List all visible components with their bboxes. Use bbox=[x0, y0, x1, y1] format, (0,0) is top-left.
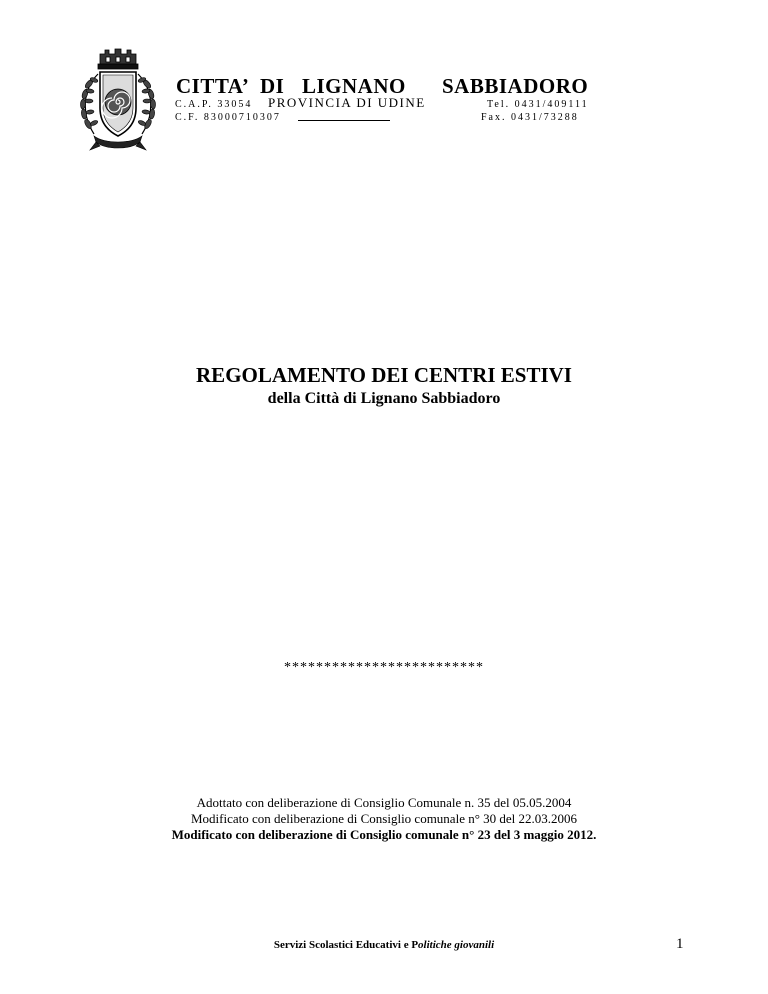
header-cf: C.F. 83000710307 bbox=[175, 112, 281, 123]
footer-text-italic: olitiche giovanili bbox=[418, 939, 495, 951]
ribbon-icon bbox=[90, 136, 146, 150]
city-crest-emblem bbox=[76, 44, 160, 156]
shield-icon bbox=[100, 72, 136, 136]
header-of-word: DI bbox=[260, 74, 285, 98]
crown-icon bbox=[98, 49, 138, 69]
document-subtitle: della Città di Lignano Sabbiadoro bbox=[267, 390, 501, 407]
page-number: 1 bbox=[676, 936, 684, 952]
footer-text: Servizi Scolastici Educativi e P bbox=[273, 939, 419, 951]
page-footer bbox=[0, 939, 768, 951]
header-fax: Fax. 0431/73288 bbox=[481, 112, 579, 123]
modification-line-2012: Modificato con deliberazione di Consiglio comunale n° 23 del 3 maggio 2012. bbox=[171, 827, 597, 842]
header-sabbiadoro: SABBIADORO bbox=[442, 74, 589, 98]
header-city-word: CITTA’ bbox=[176, 74, 250, 98]
laurel-left-icon bbox=[80, 74, 98, 134]
header-lignano: LIGNANO bbox=[302, 74, 406, 98]
modification-line-2006: Modificato con deliberazione di Consiglio comunale n° 30 del 22.03.2006 bbox=[190, 811, 578, 826]
header-divider bbox=[298, 120, 390, 121]
asterisk-separator: ************************* bbox=[284, 660, 484, 675]
header-tel: Tel. 0431/409111 bbox=[487, 99, 589, 110]
document-title: REGOLAMENTO DEI CENTRI ESTIVI bbox=[196, 363, 572, 387]
header-provincia: PROVINCIA DI UDINE bbox=[268, 95, 426, 110]
oak-right-icon bbox=[138, 74, 156, 134]
adoption-line: Adottato con deliberazione di Consiglio Comunale n. 35 del 05.05.2004 bbox=[196, 795, 572, 810]
header-cap: C.A.P. 33054 bbox=[175, 99, 253, 110]
